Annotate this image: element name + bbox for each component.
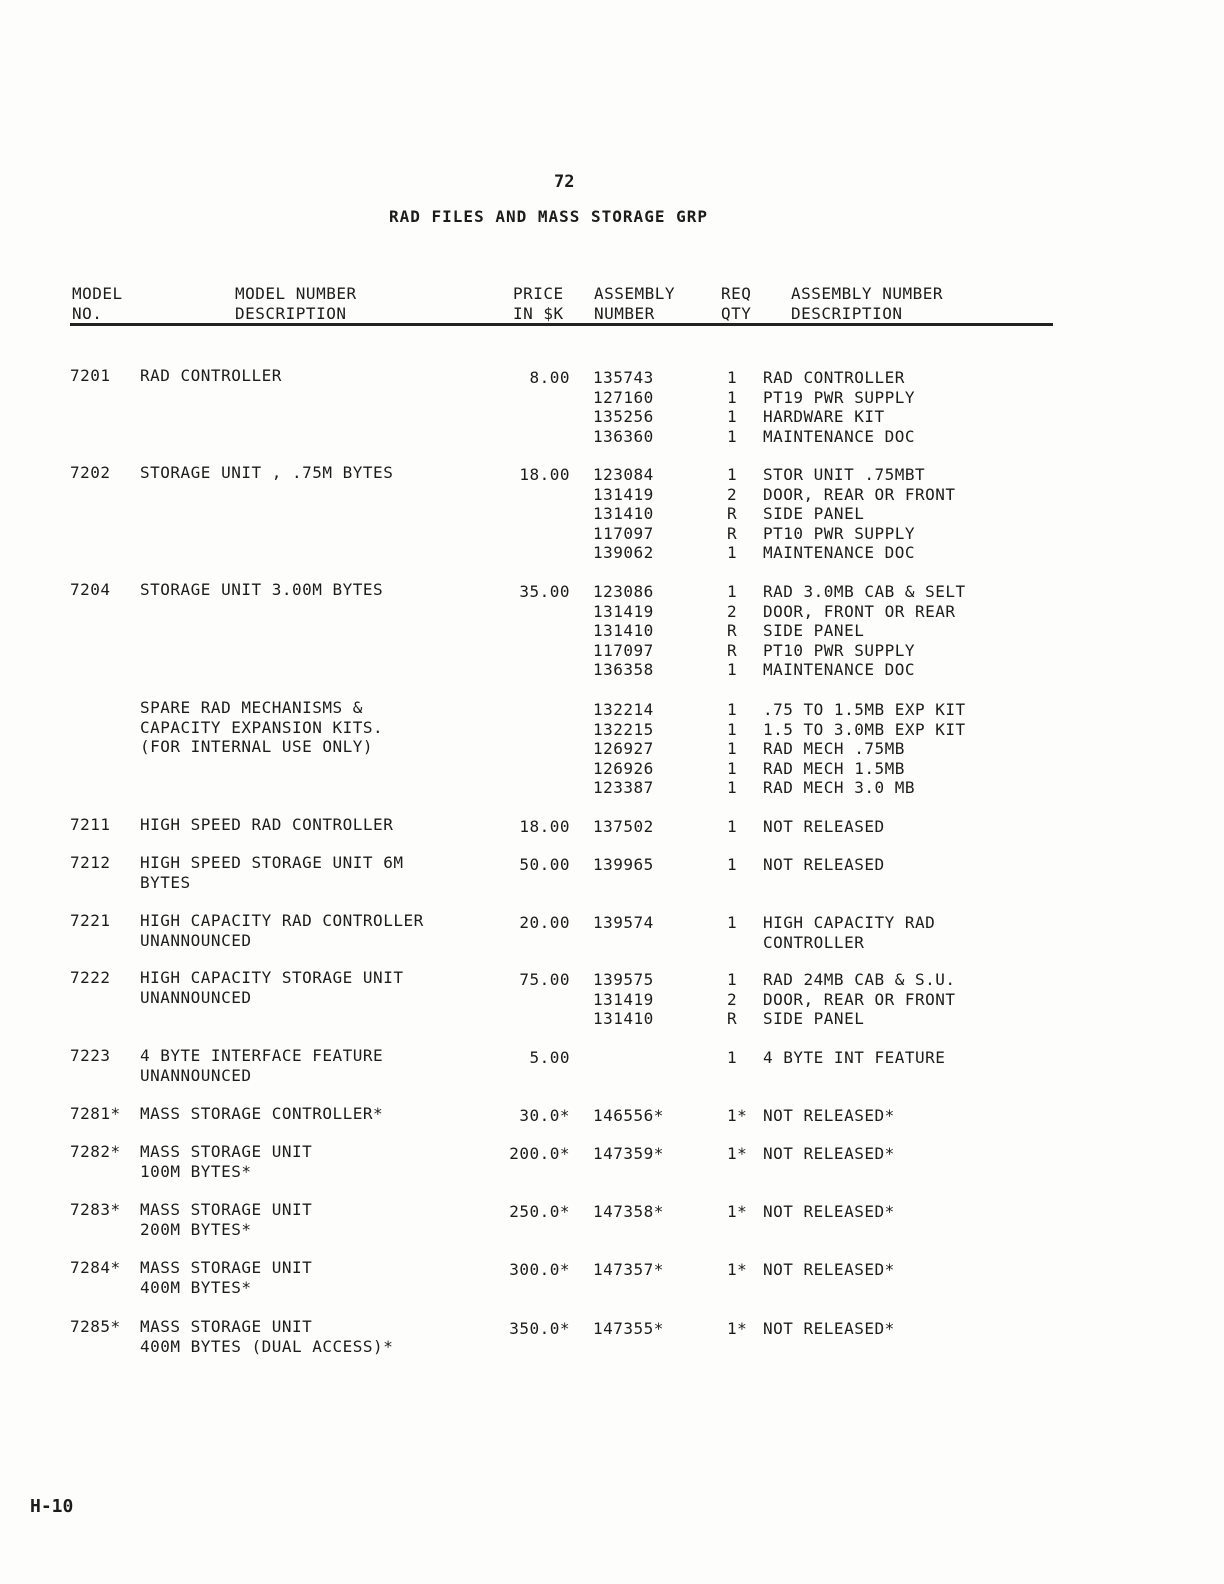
req-qty: 1 xyxy=(727,387,738,407)
assembly-description: MAINTENANCE DOC xyxy=(763,660,915,679)
req-qty: 1 xyxy=(727,970,738,989)
model-description: STORAGE UNIT 3.00M BYTES xyxy=(140,580,384,599)
assembly-description: HIGH CAPACITY RAD xyxy=(763,913,936,932)
model-description: MASS STORAGE UNIT xyxy=(140,1317,313,1336)
assembly-number: 132214 xyxy=(593,700,654,719)
model-number: 7222 xyxy=(70,968,111,987)
header-model-no-line1: MODEL xyxy=(72,284,123,303)
page-title: RAD FILES AND MASS STORAGE GRP xyxy=(389,207,708,226)
assembly-description: MAINTENANCE DOC xyxy=(763,543,915,562)
assembly-description: NOT RELEASED* xyxy=(763,1202,895,1221)
model-description: UNANNOUNCED xyxy=(140,930,252,950)
price: 8.00 xyxy=(529,368,570,387)
assembly-description: RAD MECH 3.0 MB xyxy=(763,778,915,797)
req-qty: 2 xyxy=(727,484,738,504)
header-model-no xyxy=(72,284,123,324)
assembly-number: 135743 xyxy=(593,368,654,387)
assembly-description: NOT RELEASED xyxy=(763,855,885,874)
price: 50.00 xyxy=(519,855,570,874)
assembly-number: 136360 xyxy=(593,426,654,446)
assembly-number: 147357* xyxy=(593,1260,664,1279)
model-number: 7283* xyxy=(70,1200,121,1219)
price: 200.0* xyxy=(509,1144,570,1163)
req-qty: 1 xyxy=(727,1048,738,1067)
assembly-number: 131410 xyxy=(593,1009,654,1028)
header-assembly-number-line2: NUMBER xyxy=(594,304,655,323)
assembly-description: RAD 3.0MB CAB & SELT xyxy=(763,582,966,601)
assembly-description: NOT RELEASED xyxy=(763,817,885,836)
req-qty: 1 xyxy=(727,778,738,797)
req-qty: R xyxy=(727,1009,738,1028)
header-assembly-number-line1: ASSEMBLY xyxy=(594,284,676,303)
req-qty: 1* xyxy=(727,1144,748,1163)
header-assembly-desc-line1: ASSEMBLY NUMBER xyxy=(791,284,943,303)
model-number: 7221 xyxy=(70,911,111,930)
model-description: 200M BYTES* xyxy=(140,1219,252,1239)
assembly-number: 135256 xyxy=(593,407,654,426)
assembly-description: NOT RELEASED* xyxy=(763,1106,895,1125)
req-qty: R xyxy=(727,621,738,640)
assembly-number: 126926 xyxy=(593,758,654,778)
assembly-number: 139574 xyxy=(593,913,654,932)
assembly-description: .75 TO 1.5MB EXP KIT xyxy=(763,700,966,719)
req-qty: 2 xyxy=(727,601,738,621)
assembly-description: DOOR, REAR OR FRONT xyxy=(763,989,956,1009)
model-number: 7281* xyxy=(70,1104,121,1123)
model-description: MASS STORAGE CONTROLLER* xyxy=(140,1104,384,1123)
model-description: MASS STORAGE UNIT xyxy=(140,1200,313,1219)
model-description: STORAGE UNIT , .75M BYTES xyxy=(140,463,394,482)
header-req-qty xyxy=(721,284,751,324)
assembly-number: 131419 xyxy=(593,484,654,504)
model-description: HIGH CAPACITY STORAGE UNIT xyxy=(140,968,404,987)
assembly-description: PT10 PWR SUPPLY xyxy=(763,640,915,660)
assembly-description: NOT RELEASED* xyxy=(763,1319,895,1338)
header-req-qty-line1: REQ xyxy=(721,284,752,303)
assembly-description: STOR UNIT .75MBT xyxy=(763,465,926,484)
header-rule xyxy=(70,323,1053,326)
model-number: 7284* xyxy=(70,1258,121,1277)
req-qty: 1 xyxy=(727,913,738,932)
header-assembly-desc-line2: DESCRIPTION xyxy=(791,304,903,323)
assembly-description: 1.5 TO 3.0MB EXP KIT xyxy=(763,719,966,739)
assembly-description: SIDE PANEL xyxy=(763,1009,865,1028)
model-description: MASS STORAGE UNIT xyxy=(140,1258,313,1277)
model-description: MASS STORAGE UNIT xyxy=(140,1142,313,1161)
assembly-number: 117097 xyxy=(593,640,654,660)
model-description: HIGH SPEED STORAGE UNIT 6M xyxy=(140,853,404,872)
model-number: 7211 xyxy=(70,815,111,834)
req-qty: R xyxy=(727,523,738,543)
assembly-number: 131410 xyxy=(593,504,654,523)
assembly-number: 131419 xyxy=(593,989,654,1009)
price: 350.0* xyxy=(509,1319,570,1338)
model-number: 7202 xyxy=(70,463,111,482)
req-qty: 1 xyxy=(727,582,738,601)
model-number: 7285* xyxy=(70,1317,121,1336)
model-description: 400M BYTES* xyxy=(140,1277,252,1297)
model-description: 400M BYTES (DUAL ACCESS)* xyxy=(140,1336,394,1356)
req-qty: 1 xyxy=(727,817,738,836)
assembly-number: 123084 xyxy=(593,465,654,484)
assembly-description: NOT RELEASED* xyxy=(763,1144,895,1163)
req-qty: 1 xyxy=(727,660,738,679)
model-number: 7204 xyxy=(70,580,111,599)
req-qty: 1* xyxy=(727,1106,748,1125)
assembly-description: SIDE PANEL xyxy=(763,504,865,523)
header-model-no-line2: NO. xyxy=(72,304,103,323)
req-qty: 2 xyxy=(727,989,738,1009)
header-price xyxy=(513,284,564,324)
price: 35.00 xyxy=(519,582,570,601)
model-description: UNANNOUNCED xyxy=(140,1065,252,1085)
req-qty: 1* xyxy=(727,1319,748,1338)
req-qty: 1 xyxy=(727,739,738,758)
assembly-description: HARDWARE KIT xyxy=(763,407,885,426)
assembly-number: 131419 xyxy=(593,601,654,621)
assembly-number: 136358 xyxy=(593,660,654,679)
price: 250.0* xyxy=(509,1202,570,1221)
assembly-description: 4 BYTE INT FEATURE xyxy=(763,1048,946,1067)
page-footer: H-10 xyxy=(30,1496,74,1517)
req-qty: R xyxy=(727,640,738,660)
assembly-description: NOT RELEASED* xyxy=(763,1260,895,1279)
price: 30.0* xyxy=(519,1106,570,1125)
assembly-description: PT19 PWR SUPPLY xyxy=(763,387,915,407)
price: 18.00 xyxy=(519,817,570,836)
req-qty: 1 xyxy=(727,426,738,446)
price: 18.00 xyxy=(519,465,570,484)
model-description: RAD CONTROLLER xyxy=(140,366,282,385)
model-number: 7223 xyxy=(70,1046,111,1065)
price: 20.00 xyxy=(519,913,570,932)
assembly-number: 147355* xyxy=(593,1319,664,1338)
model-description: HIGH SPEED RAD CONTROLLER xyxy=(140,815,394,834)
assembly-number: 146556* xyxy=(593,1106,664,1125)
req-qty: 1 xyxy=(727,758,738,778)
req-qty: 1 xyxy=(727,543,738,562)
model-number: 7282* xyxy=(70,1142,121,1161)
assembly-description: CONTROLLER xyxy=(763,932,865,952)
assembly-description: DOOR, FRONT OR REAR xyxy=(763,601,956,621)
req-qty: 1* xyxy=(727,1202,748,1221)
header-price-line1: PRICE xyxy=(513,284,564,303)
price: 5.00 xyxy=(529,1048,570,1067)
req-qty: 1 xyxy=(727,855,738,874)
model-description: CAPACITY EXPANSION KITS. xyxy=(140,717,384,737)
price: 75.00 xyxy=(519,970,570,989)
assembly-number: 126927 xyxy=(593,739,654,758)
assembly-number: 123387 xyxy=(593,778,654,797)
model-number: 7212 xyxy=(70,853,111,872)
header-model-desc xyxy=(235,284,357,324)
assembly-description: RAD MECH 1.5MB xyxy=(763,758,905,778)
assembly-number: 139965 xyxy=(593,855,654,874)
assembly-description: PT10 PWR SUPPLY xyxy=(763,523,915,543)
assembly-description: SIDE PANEL xyxy=(763,621,865,640)
assembly-description: MAINTENANCE DOC xyxy=(763,426,915,446)
req-qty: 1 xyxy=(727,465,738,484)
header-req-qty-line2: QTY xyxy=(721,304,752,323)
assembly-number: 127160 xyxy=(593,387,654,407)
req-qty: 1 xyxy=(727,368,738,387)
header-assembly-number xyxy=(594,284,675,324)
req-qty: 1* xyxy=(727,1260,748,1279)
assembly-number: 139575 xyxy=(593,970,654,989)
assembly-number: 147359* xyxy=(593,1144,664,1163)
model-description: (FOR INTERNAL USE ONLY) xyxy=(140,737,374,756)
header-model-desc-line1: MODEL NUMBER xyxy=(235,284,357,303)
page-number: 72 xyxy=(554,172,575,192)
price: 300.0* xyxy=(509,1260,570,1279)
req-qty: 1 xyxy=(727,719,738,739)
model-number: 7201 xyxy=(70,366,111,385)
assembly-number: 132215 xyxy=(593,719,654,739)
model-description: 100M BYTES* xyxy=(140,1161,252,1181)
model-description: BYTES xyxy=(140,872,191,892)
assembly-number: 137502 xyxy=(593,817,654,836)
assembly-number: 139062 xyxy=(593,543,654,562)
req-qty: R xyxy=(727,504,738,523)
model-description: 4 BYTE INTERFACE FEATURE xyxy=(140,1046,384,1065)
req-qty: 1 xyxy=(727,700,738,719)
model-description: SPARE RAD MECHANISMS & xyxy=(140,698,363,717)
req-qty: 1 xyxy=(727,407,738,426)
assembly-number: 147358* xyxy=(593,1202,664,1221)
assembly-number: 117097 xyxy=(593,523,654,543)
assembly-description: DOOR, REAR OR FRONT xyxy=(763,484,956,504)
assembly-number: 123086 xyxy=(593,582,654,601)
header-model-desc-line2: DESCRIPTION xyxy=(235,304,347,323)
header-price-line2: IN $K xyxy=(513,304,564,323)
assembly-description: RAD MECH .75MB xyxy=(763,739,905,758)
assembly-description: RAD 24MB CAB & S.U. xyxy=(763,970,956,989)
assembly-number: 131410 xyxy=(593,621,654,640)
header-assembly-desc xyxy=(791,284,943,324)
model-description: HIGH CAPACITY RAD CONTROLLER xyxy=(140,911,424,930)
assembly-description: RAD CONTROLLER xyxy=(763,368,905,387)
model-description: UNANNOUNCED xyxy=(140,987,252,1007)
